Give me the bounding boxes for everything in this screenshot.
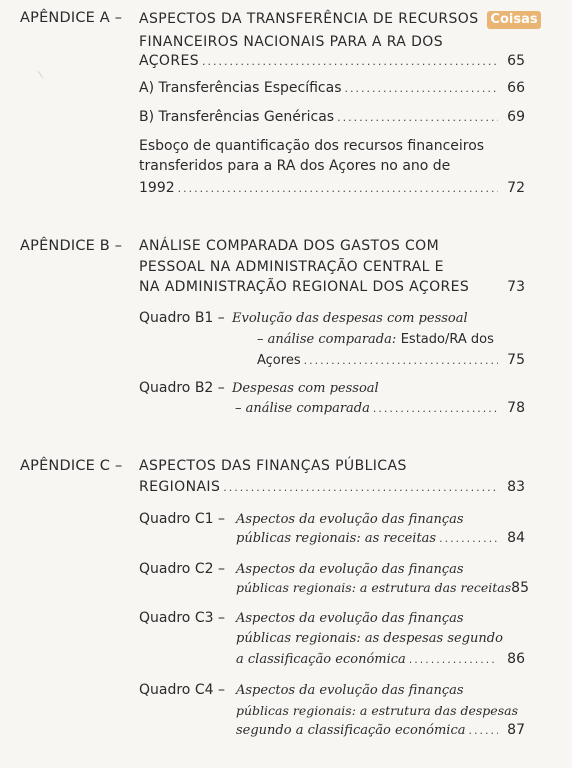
dot-leader bbox=[373, 402, 498, 415]
toc-entry-transferencias-especificas[interactable] bbox=[139, 80, 525, 96]
quadro-c4-line3: segundo a classificação económica bbox=[236, 723, 466, 738]
toc-entry-quadro-c4[interactable] bbox=[236, 722, 525, 738]
quadro-c1-label: Quadro C1 – bbox=[139, 511, 225, 527]
quadro-b1-line2: – análise comparada: bbox=[257, 332, 397, 347]
appendix-a-title-line2: FINANCEIROS NACIONAIS PARA A RA DOS bbox=[139, 34, 443, 50]
quadro-b2-line2: – análise comparada bbox=[235, 401, 370, 416]
page-number: 72 bbox=[507, 180, 525, 196]
quadro-b1-line3: Açores bbox=[257, 353, 301, 368]
appendix-b-title-line2: PESSOAL NA ADMINISTRAÇÃO CENTRAL E bbox=[139, 259, 444, 275]
appendix-c-title-line2: REGIONAIS bbox=[139, 479, 221, 495]
page-number: 78 bbox=[507, 400, 525, 416]
page-number: 69 bbox=[507, 109, 525, 125]
toc-entry-label: A) Transferências Específicas bbox=[139, 80, 342, 96]
quadro-b1-label: Quadro B1 – bbox=[139, 310, 225, 326]
quadro-b1-line2-wrap bbox=[257, 331, 494, 347]
quadro-b1-line1: Evolução das despesas com pessoal bbox=[232, 311, 468, 326]
quadro-c1-line2: públicas regionais: as receitas bbox=[236, 531, 437, 546]
esboco-line1: Esboço de quantificação dos recursos financeiros bbox=[139, 138, 485, 154]
quadro-c4-line1: Aspectos da evolução das finanças bbox=[236, 683, 464, 698]
quadro-b2-label: Quadro B2 – bbox=[139, 380, 225, 396]
toc-entry-quadro-c2[interactable] bbox=[236, 580, 529, 596]
quadro-b1-line2b: Estado/RA dos bbox=[400, 332, 494, 347]
dot-leader bbox=[337, 111, 498, 124]
toc-entry-transferencias-genericas[interactable] bbox=[139, 109, 525, 125]
esboco-line2: transferidos para a RA dos Açores no ano de bbox=[139, 158, 451, 174]
toc-entry-quadro-c1[interactable] bbox=[236, 530, 525, 546]
page-number: 83 bbox=[507, 479, 525, 495]
toc-entry-quadro-c3[interactable] bbox=[236, 651, 525, 667]
appendix-a-title-line1: ASPECTOS DA TRANSFERÊNCIA DE RECURSOS bbox=[139, 11, 479, 27]
esboco-line3: 1992 bbox=[139, 180, 175, 196]
quadro-b2-line1: Despesas com pessoal bbox=[232, 381, 379, 396]
appendix-c-label: APÊNDICE C – bbox=[20, 458, 123, 474]
scan-speck bbox=[38, 71, 44, 79]
dot-leader bbox=[345, 82, 499, 95]
page-number: 65 bbox=[507, 53, 525, 69]
dot-leader bbox=[178, 182, 498, 195]
toc-entry-quadro-b2[interactable] bbox=[235, 400, 525, 416]
quadro-c2-line2: públicas regionais: a estrutura das receitas bbox=[236, 580, 512, 595]
appendix-b-title-line1: ANÁLISE COMPARADA DOS GASTOS COM bbox=[139, 238, 440, 254]
dot-leader bbox=[304, 354, 498, 367]
quadro-c3-line3: a classificação económica bbox=[236, 652, 406, 667]
appendix-c-title-line1: ASPECTOS DAS FINANÇAS PÚBLICAS bbox=[139, 458, 407, 474]
toc-entry-appendix-a[interactable] bbox=[139, 53, 525, 69]
appendix-b-title-line3: NA ADMINISTRAÇÃO REGIONAL DOS AÇORES bbox=[139, 279, 470, 295]
page-number: 75 bbox=[507, 352, 525, 368]
dot-leader bbox=[469, 724, 499, 737]
toc-entry-quadro-b1[interactable] bbox=[257, 352, 525, 368]
dot-leader bbox=[439, 532, 498, 545]
quadro-c3-label: Quadro C3 – bbox=[139, 610, 225, 626]
quadro-c2-label: Quadro C2 – bbox=[139, 561, 225, 577]
page-number: 66 bbox=[507, 80, 525, 96]
toc-entry-label: B) Transferências Genéricas bbox=[139, 109, 335, 125]
quadro-c1-line1: Aspectos da evolução das finanças bbox=[236, 512, 464, 527]
quadro-c4-label: Quadro C4 – bbox=[139, 682, 225, 698]
dot-leader bbox=[409, 653, 498, 666]
page-number: 87 bbox=[507, 722, 525, 738]
page-number: 73 bbox=[507, 279, 525, 295]
appendix-a-label: APÊNDICE A – bbox=[20, 10, 123, 26]
dot-leader bbox=[202, 55, 498, 68]
watermark-logo: Coisas bbox=[487, 11, 541, 29]
page-number: 84 bbox=[507, 530, 525, 546]
page-number: 85 bbox=[511, 580, 529, 596]
toc-entry-appendix-b[interactable] bbox=[139, 279, 525, 295]
quadro-c3-line1: Aspectos da evolução das finanças bbox=[236, 611, 464, 626]
toc-entry-esboco[interactable] bbox=[139, 180, 525, 196]
page-number: 86 bbox=[507, 651, 525, 667]
appendix-a-title-line3: AÇORES bbox=[139, 53, 199, 69]
dot-leader bbox=[223, 481, 498, 494]
appendix-b-label: APÊNDICE B – bbox=[20, 238, 123, 254]
toc-entry-appendix-c[interactable] bbox=[139, 479, 525, 495]
quadro-c4-line2: públicas regionais: a estrutura das despesas bbox=[236, 703, 518, 718]
quadro-c2-line1: Aspectos da evolução das finanças bbox=[236, 562, 464, 577]
quadro-c3-line2: públicas regionais: as despesas segundo bbox=[236, 631, 503, 646]
